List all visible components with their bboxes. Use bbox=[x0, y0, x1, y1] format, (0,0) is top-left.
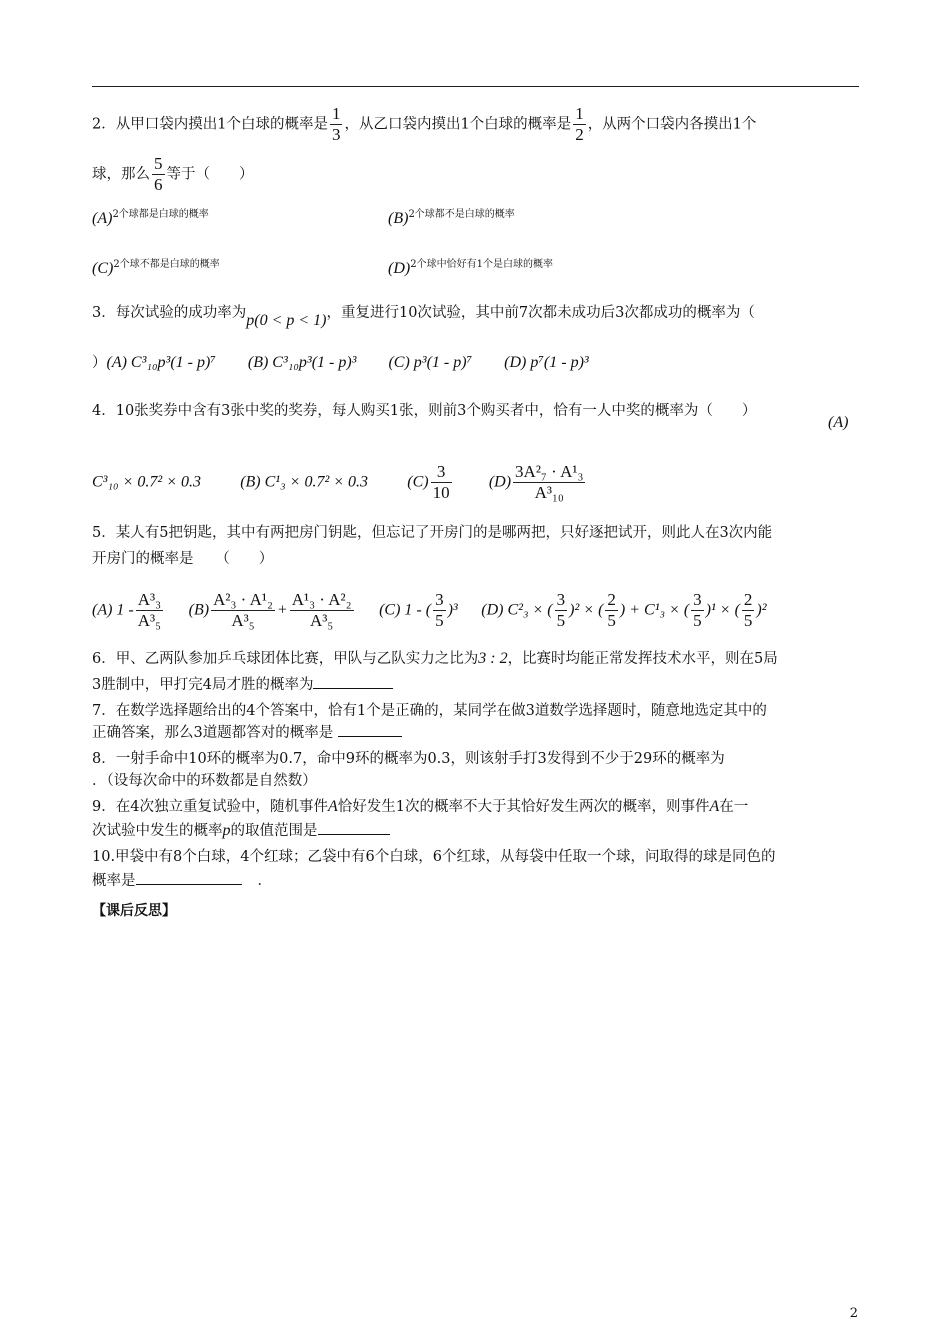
question-8-line-2 bbox=[92, 770, 317, 792]
q2-fraction-1: $\frac{1}{3}$ bbox=[331, 104, 341, 144]
q10-answer-blank[interactable] bbox=[136, 870, 242, 885]
question-9-line-1 bbox=[92, 796, 748, 818]
question-7-line-2 bbox=[92, 722, 402, 744]
q3-stem: 3．每次试验的成功率为 bbox=[92, 305, 247, 321]
q9-var-p: p bbox=[222, 822, 231, 839]
q5-options-line bbox=[92, 590, 767, 631]
q2-option-b: $(B)^{2个球都不是白球的概率}$ bbox=[388, 209, 515, 227]
question-2-line-1 bbox=[92, 104, 756, 145]
q6-stem-c: 3胜制中，甲打完4局才胜的概率为 bbox=[92, 677, 314, 693]
q5-option-d-frac-1: $\frac{3}{5}$ bbox=[556, 590, 566, 630]
q2-option-a: $(A)^{2个球都是白球的概率}$ bbox=[92, 209, 209, 227]
q5-option-d-mid-1: )² × ( bbox=[569, 601, 604, 619]
q2-option-c: $(C)^{2个球不都是白球的概率}$ bbox=[92, 259, 220, 277]
q5-option-b-plus: + bbox=[276, 601, 288, 619]
q9-stem-b: 恰好发生1次的概率不大于其恰好发生两次的概率，则事件 bbox=[337, 799, 710, 815]
question-2-line-2 bbox=[92, 154, 254, 195]
q4-options-line bbox=[92, 462, 587, 503]
q5-option-d-frac-2: $\frac{2}{5}$ bbox=[607, 590, 616, 630]
q7-stem-b: 正确答案，那么3道题都答对的概率是 bbox=[92, 725, 334, 741]
q4-option-a-label: (A) bbox=[828, 414, 849, 431]
q6-stem-a: 6．甲、乙两队参加乒乓球团体比赛，甲队与乙队实力之比为 bbox=[92, 651, 479, 667]
q6-stem-b: ，比赛时均能正常发挥技术水平，则在5局 bbox=[507, 651, 778, 667]
q5-option-a-label: (A) 1 - bbox=[92, 601, 134, 619]
question-5-line-1 bbox=[92, 522, 772, 544]
q5-option-d-label: (D) C²₃ × ( bbox=[481, 601, 553, 619]
question-6-line-1 bbox=[92, 648, 778, 670]
q2-fraction-2: $\frac{1}{2}$ bbox=[575, 104, 584, 144]
q9-stem-e: 的取值范围是 bbox=[230, 823, 318, 839]
q2-stem-e: 等于（ ） bbox=[166, 166, 254, 183]
page-number: 2 bbox=[849, 1306, 858, 1321]
q3-options: (A) C³₁₀p³(1 - p)⁷ (B) C³₁₀p³(1 - p)³ (C) p³(1 - p)⁷ (D) p⁷(1 - p)³ bbox=[106, 354, 589, 371]
q2-fraction-3: $\frac{5}{6}$ bbox=[154, 154, 163, 194]
q5-option-d-mid-2: ) + C¹₃ × ( bbox=[619, 601, 690, 619]
q2-option-d: $(D)^{2个球中恰好有1个是白球的概率}$ bbox=[388, 259, 553, 277]
q5-option-d-mid-3: )¹ × ( bbox=[705, 601, 740, 619]
question-10-line-1 bbox=[92, 846, 775, 868]
q5-option-a: $\frac{\text{A³₃}}{\text{A³₅}}$ bbox=[137, 590, 162, 630]
q6-answer-blank[interactable] bbox=[313, 674, 393, 689]
q2-stem: 2．从甲口袋内摸出1个白球的概率是 bbox=[92, 116, 328, 133]
q5-option-d-frac-4: $\frac{2}{5}$ bbox=[743, 590, 753, 630]
q4-option-b: (B) C¹₃ × 0.7² × 0.3 bbox=[240, 473, 369, 491]
q3-close: ） bbox=[92, 355, 107, 371]
q10-tail: ． bbox=[257, 873, 272, 889]
q10-stem-b: 概率是 bbox=[92, 873, 136, 889]
q9-stem-d: 次试验中发生的概率 bbox=[92, 823, 223, 839]
q7-answer-blank[interactable] bbox=[338, 722, 402, 737]
question-6-line-2 bbox=[92, 674, 393, 696]
q5-option-c-label: (C) 1 - ( bbox=[379, 601, 432, 619]
q6-ratio: 3 : 2 bbox=[478, 650, 508, 667]
q9-stem-a: 9．在4次独立重复试验中，随机事件 bbox=[92, 799, 328, 815]
q2-stem-b: ，从乙口袋内摸出1个白球的概率是 bbox=[344, 116, 572, 133]
q9-var-a2: A bbox=[709, 798, 720, 815]
q7-stem-a: 7．在数学选择题给出的4个答案中，恰有1个是正确的，某同学在做3道数学选择题时，随意地选定其中的 bbox=[92, 703, 767, 719]
q4-stem-text: 4．10张奖券中含有3张中奖的奖券，每人购买1张，则前3个购买者中，恰有一人中奖的概率为（ ） bbox=[92, 403, 757, 419]
question-8-line-1 bbox=[92, 748, 725, 770]
q2-stem-d: 球，那么 bbox=[92, 166, 150, 183]
q4-option-a: C³₁₀ × 0.7² × 0.3 bbox=[92, 473, 201, 491]
q3-stem-b: ，重复进行10次试验，其中前7次都未成功后3次都成功的概率为（ bbox=[326, 305, 755, 321]
q5-option-c-frac: $\frac{3}{5}$ bbox=[435, 590, 444, 630]
question-4-stem bbox=[92, 400, 756, 422]
question-7-line-1 bbox=[92, 700, 767, 722]
q5-option-d-frac-3: $\frac{3}{5}$ bbox=[693, 590, 702, 630]
section-heading: 【课后反思】 bbox=[92, 903, 176, 919]
q4-option-c: $\frac{3}{10}$ bbox=[432, 462, 450, 502]
q9-var-a: A bbox=[327, 798, 338, 815]
q2-stem-c: ，从两个口袋内各摸出1个 bbox=[587, 116, 757, 133]
q9-answer-blank[interactable] bbox=[318, 820, 390, 835]
header-rule bbox=[92, 86, 859, 87]
q5-option-b-label: (B) bbox=[188, 601, 210, 619]
q8-stem-a: 8．一射手命中10环的概率为0.7，命中9环的概率为0.3，则该射手打3发得到不少于29环的概率为 bbox=[92, 751, 725, 767]
q5-option-b-term-2: $\frac{\text{A¹₃ · A²₂}}{\text{A³₅}}$ bbox=[291, 590, 352, 630]
question-3-line-2 bbox=[92, 352, 589, 374]
q10-stem-a: 10.甲袋中有8个白球，4个红球；乙袋中有6个白球，6个红球，从每袋中任取一个球，问取得的球是同色的 bbox=[92, 849, 776, 865]
question-3-line-1 bbox=[92, 302, 755, 329]
question-9-line-2 bbox=[92, 820, 390, 842]
q3-condition: p(0 < p < 1) bbox=[246, 312, 327, 329]
q5-option-d-tail: )² bbox=[756, 601, 767, 619]
q4-option-d-label: (D) bbox=[488, 473, 512, 491]
q5-stem-a: 5．某人有5把钥匙，其中有两把房门钥匙，但忘记了开房门的是哪两把，只好逐把试开，则此人在3次内能 bbox=[92, 525, 773, 541]
q4-option-d: $\frac{\text{3A²₇ · A¹₃}}{\text{A³₁₀}}$ bbox=[515, 462, 584, 502]
q5-option-c-tail: )³ bbox=[447, 601, 458, 619]
q5-stem-b: 开房门的概率是 （ ） bbox=[92, 551, 274, 567]
q5-option-b-term-1: $\frac{\text{A²₃ · A¹₂}}{\text{A³₅}}$ bbox=[213, 590, 273, 630]
q4-option-c-label: (C) bbox=[407, 473, 429, 491]
q8-stem-b: ．（设每次命中的环数都是自然数） bbox=[92, 773, 317, 789]
q9-stem-c: 在一 bbox=[719, 799, 749, 815]
question-5-line-2 bbox=[92, 548, 273, 570]
question-10-line-2 bbox=[92, 870, 272, 892]
